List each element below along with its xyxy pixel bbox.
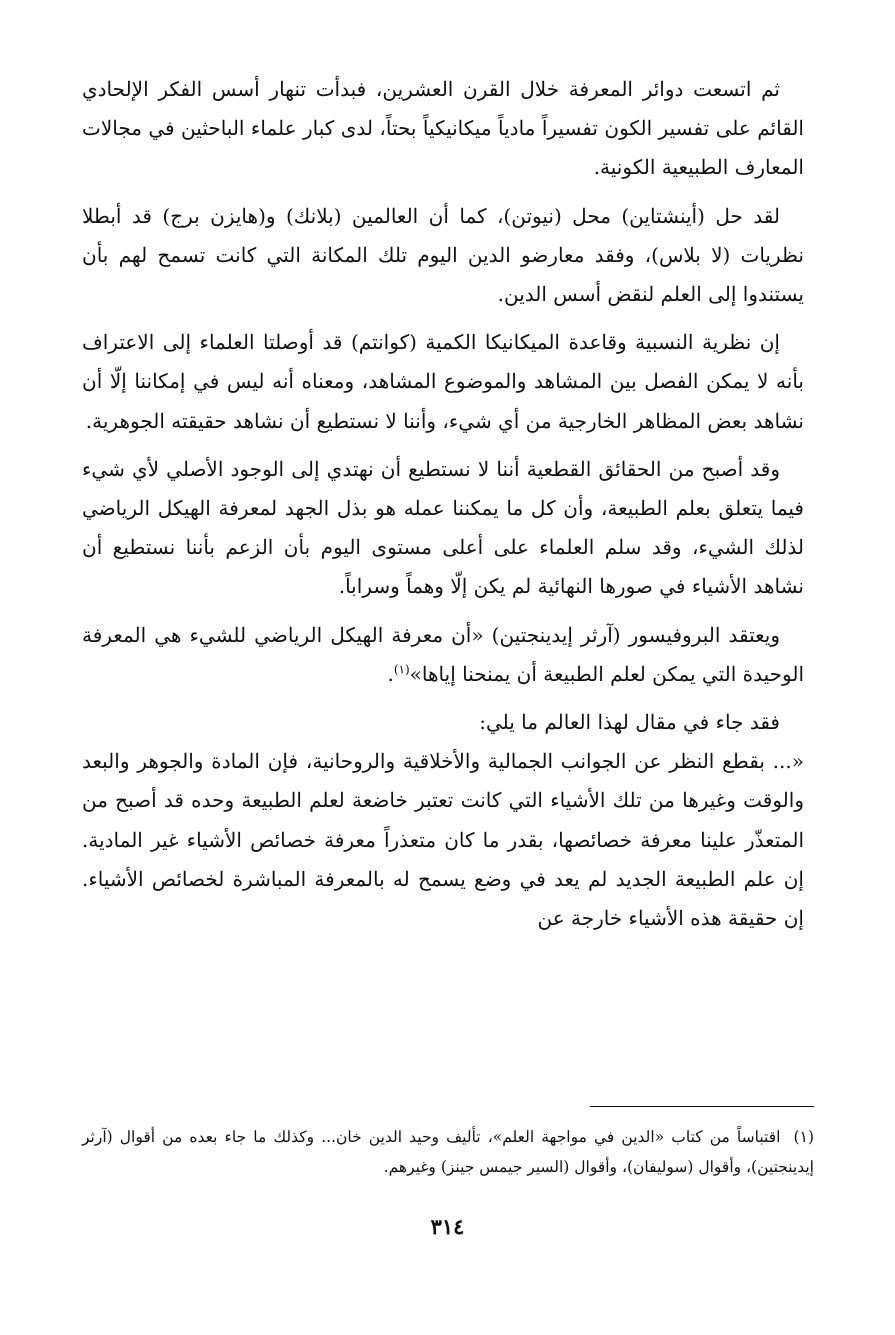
footnote bbox=[82, 1122, 814, 1182]
footnote-number: (١) bbox=[793, 1128, 814, 1146]
footnote-divider bbox=[590, 1106, 814, 1107]
page-number: ٣١٤ bbox=[430, 1214, 465, 1239]
paragraph-3: إن نظرية النسبية وقاعدة الميكانيكا الكمية (كوانتم) قد أوصلتا العلماء إلى الاعتراف بأنه لا يمكن الفصل بين المشاهد والموضوع المشاهد، ومعناه أنه ليس في إمكاننا إلّا أن نشاهد بعض المظاهر الخارجية من أي شيء، وأننا لا نستطيع أن نشاهد حقيقته الجوهرية. bbox=[82, 330, 804, 433]
paragraph-1: ثم اتسعت دوائر المعرفة خلال القرن العشرين، فبدأت تنهار أسس الفكر الإلحادي القائم على تفسير الكون تفسيراً مادياً ميكانيكياً بحتاً، لدى كبار علماء الباحثين في مجالات المعارف الطبيعية الكونية. bbox=[82, 77, 804, 180]
paragraph-5-text: ويعتقد البروفيسور (آرثر إيدينجتين) «أن معرفة الهيكل الرياضي للشيء هي المعرفة الوحيدة التي يمكن لعلم الطبيعة أن يمنحنا إياها» bbox=[82, 622, 804, 686]
main-text bbox=[82, 70, 804, 947]
footnote-text: اقتباساً من كتاب «الدين في مواجهة العلم»، تأليف وحيد الدين خان... وكذلك ما جاء بعده من أقوال (آرثر إيدينجتين)، وأقوال (سوليفان)، وأقوال (السير جيمس جينز) وغيرهم. bbox=[82, 1128, 814, 1176]
paragraph-5: ويعتقد البروفيسور (آرثر إيدينجتين) «أن معرفة الهيكل الرياضي للشيء هي المعرفة الوحيدة التي يمكن لعلم الطبيعة أن يمنحنا إياها»$^{(١)}$. bbox=[82, 622, 804, 686]
paragraph-2: لقد حل (أينشتاين) محل (نيوتن)، كما أن العالمين (بلانك) و(هايزن برج) قد أبطلا نظريات (لا بلاس)، وفقد معارضو الدين اليوم تلك المكانة التي كانت تسمح لهم بأن يستندوا إلى العلم لنقض أسس الدين. bbox=[82, 203, 804, 307]
paragraph-4: وقد أصبح من الحقائق القطعية أننا لا نستطيع أن نهتدي إلى الوجود الأصلي لأي شيء فيما يتعلق بعلم الطبيعة، وأن كل ما يمكننا عمله هو بذل الجهد لمعرفة الهيكل الرياضي لذلك الشيء، وقد سلم العلماء على أعلى مستوى اليوم بأن الزعم بأننا نستطيع أن نشاهد الأشياء في صورها النهائية لم يكن إلّا وهماً وسراباً. bbox=[82, 456, 804, 599]
paragraph-6: فقد جاء في مقال لهذا العالم ما يلي: bbox=[479, 710, 780, 735]
footnote-reference: (١) bbox=[393, 662, 410, 677]
paragraph-7-quote: «... بقطع النظر عن الجوانب الجمالية والأخلاقية والروحانية، فإن المادة والجوهر والبعد والوقت وغيرها من تلك الأشياء التي كانت تعتبر خاضعة لعلم الطبيعة وحده قد أصبح من المتعذّر علينا معرفة خصائصها، بقدر ما كان متعذراً معرفة خصائص الأشياء غير المادية. إن علم الطبيعة الجديد لم يعد في وضع يسمح له بالمعرفة المباشرة لخصائص الأشياء. إن حقيقة هذه الأشياء خارجة عن bbox=[82, 749, 804, 931]
